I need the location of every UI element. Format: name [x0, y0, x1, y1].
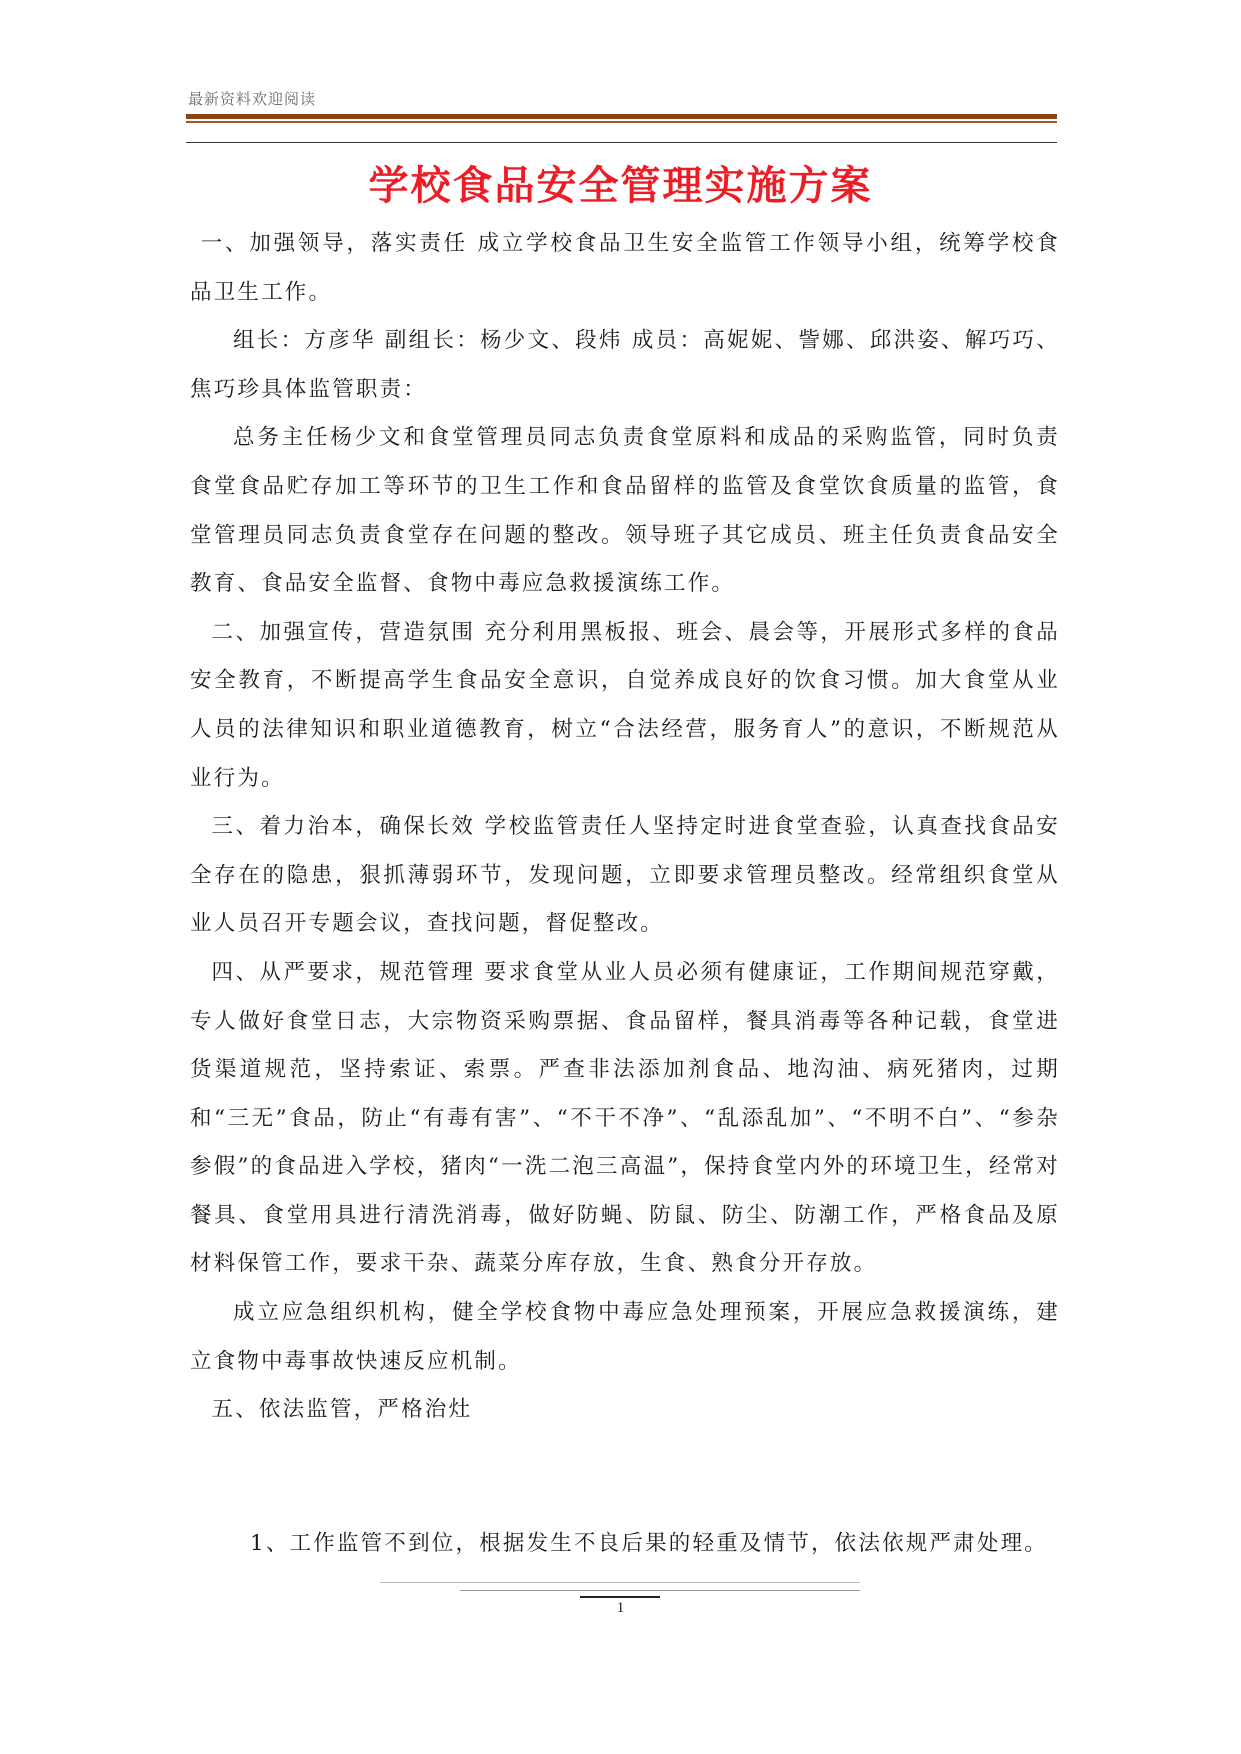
header-rule-bottom [186, 142, 1057, 143]
footer-mark [580, 1596, 660, 1598]
list-item: 1、工作监管不到位，根据发生不良后果的轻重及情节，依法依规严肃处理。 [250, 1531, 1048, 1556]
page-header-text: 最新资料欢迎阅读 [188, 90, 317, 108]
page-number: 1 [616, 1600, 625, 1616]
paragraph-section-1: 一、加强领导，落实责任 成立学校食品卫生安全监管工作领导小组，统筹学校食品卫生工作。 [190, 231, 1060, 305]
document-title: 学校食品安全管理实施方案 [368, 163, 873, 209]
paragraph-section-5: 五、依法监管，严格治灶 [211, 1397, 473, 1423]
paragraph-duties: 总务主任杨少文和食堂管理员同志负责食堂原料和成品的采购监管，同时负责食堂食品贮存加工等环节的卫生工作和食品留样的监管及食堂饮食质量的监管，食堂管理员同志负责食堂存在问题的整改。领导班子其它成员、班主任负责食品安全教育、食品安全监督、食物中毒应急救援演练工作。 [190, 425, 1060, 597]
paragraph-section-2: 二、加强宣传，营造氛围 充分利用黑板报、班会、晨会等，开展形式多样的食品安全教育，不断提高学生食品安全意识，自觉养成良好的饮食习惯。加大食堂从业人员的法律知识和职业道德教育，树立“合法经营，服务育人”的意识，不断规范从业行为。 [190, 619, 1060, 791]
footer-rule-secondary [460, 1590, 860, 1591]
paragraph-members: 组长：方彦华 副组长：杨少文、段炜 成员：高妮妮、訾娜、邱洪姿、解巧巧、焦巧珍具体监管职责： [190, 328, 1060, 402]
paragraph-emergency: 成立应急组织机构，健全学校食物中毒应急处理预案，开展应急救援演练，建立食物中毒事故快速反应机制。 [190, 1300, 1060, 1374]
header-rule [186, 114, 1057, 119]
footer-rule [380, 1582, 860, 1583]
document-body [190, 220, 1060, 1435]
paragraph-section-4: 四、从严要求，规范管理 要求食堂从业人员必须有健康证，工作期间规范穿戴，专人做好食堂日志，大宗物资采购票据、食品留样，餐具消毒等各种记载，食堂进货渠道规范，坚持索证、索票。严查非法添加剂食品、地沟油、病死猪肉，过期和“三无”食品，防止“有毒有害”、“不干不净”、“乱添乱加”、“不明不白”、“参杂参假”的食品进入学校，猪肉“一洗二泡三高温”，保持食堂内外的环境卫生，经常对餐具、食堂用具进行清洗消毒，做好防蝇、防鼠、防尘、防潮工作，严格食品及原材料保管工作，要求干杂、蔬菜分库存放，生食、熟食分开存放。 [190, 959, 1060, 1277]
paragraph-section-3: 三、着力治本，确保长效 学校监管责任人坚持定时进食堂查验，认真查找食品安全存在的隐患，狠抓薄弱环节，发现问题，立即要求管理员整改。经常组织食堂从业人员召开专题会议，查找问题，督促整改。 [190, 814, 1060, 937]
header-rule-thin [186, 121, 1057, 123]
